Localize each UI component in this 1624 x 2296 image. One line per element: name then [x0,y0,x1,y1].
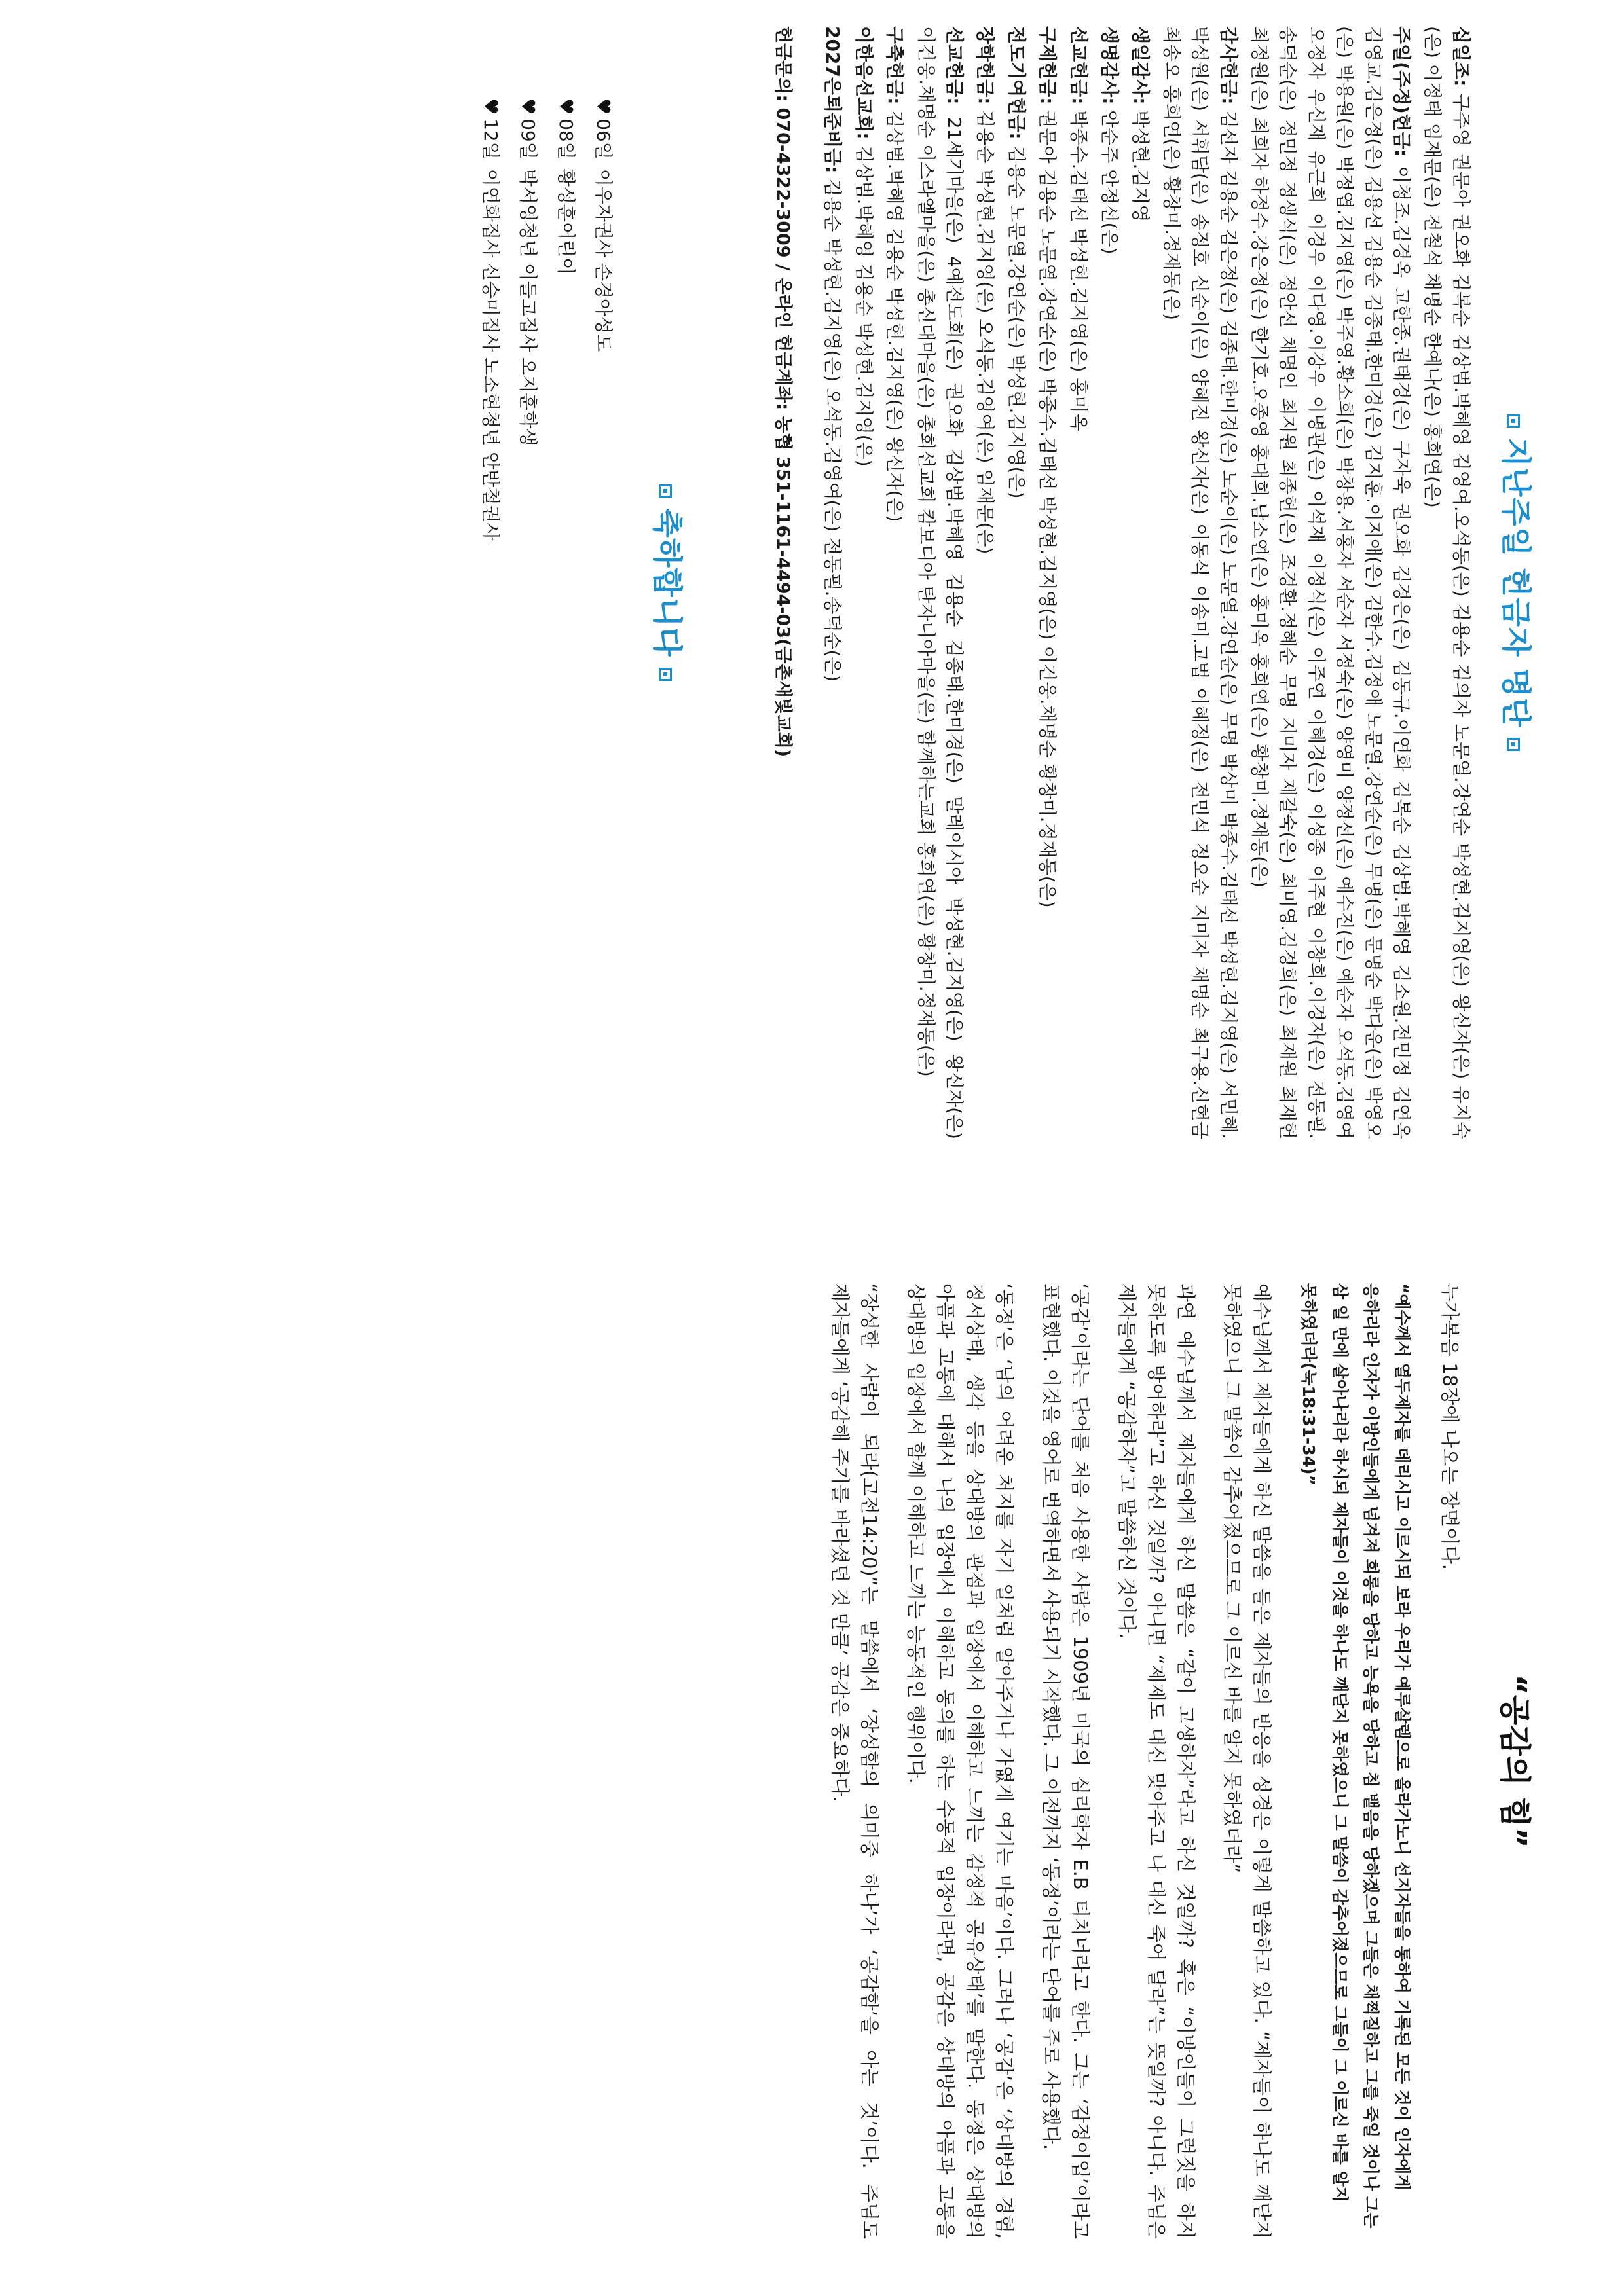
offering-line [1033,26,1061,1139]
offering-line [1096,26,1124,1139]
square-bullet-icon [1507,414,1521,428]
birthday-list [476,26,618,1139]
list-item: ♥12일이연화집사 신승미집사 노소현청년 안반철권사 [479,98,502,541]
offering-names: 김선자 김용순 김은정(은) 김종태.한미경(은) 노순이(은) 노문열.강연순(은) 무명 박상미 박종수.김태선 박성현.김지영(은) 서민혜.박성원(은) 서휘담(은) 송정호 신순이(은) 양혜진 왕신자(은) 이동식 이송미.고법 이혜정(은) 전민석 정오순 지미자 채명순 최구용.신현금 최송오 홍희연(은) 황창미.정재동(은) [1160,26,1240,1139]
offering-names: 박종수.김태선 박성현.김지영(은) 홍미옥 [1067,110,1090,431]
offering-names: 김상범.박혜영 김용순 박성현.김지영(은) 왕신자(은) [884,110,906,522]
sermon-paragraph: 과연 예수님께서 제자들에게 하신 말씀은 “같이 고생하자”라고 하신 것일까? 혹은 “이방인들이 그런짓을 하지 못하도록 방어하라”고 하신 것일까? 아니면 “제제도 대신 맞아주고 나 대신 죽어 달라”는 뜻일까? 아니다. 주님은 제자들에게 “공감하자”고 말씀하신 것이다. [1115,1283,1197,2239]
offering-names: 김용순 노문열.강연순(은) 박성현.김지영(은) [1005,145,1027,499]
offering-names: 박성현.김지영 [1130,110,1152,223]
offering-line [971,26,999,1139]
offering-category: 감사헌금: [1217,26,1240,105]
offering-names: 김상범.박혜영 김용순 박성현.김지영(은) [853,145,875,467]
offering-category: 생명감사: [1099,26,1121,105]
sermon-title: “공감의 힘” [1496,1674,1533,1848]
announcements-column [52,26,1539,1139]
offering-category: 전도기여헌금: [1005,26,1027,140]
offering-line [1126,26,1154,1139]
heart-icon: ♥ [517,98,540,115]
sermon-paragraph: ‘동정’은 ‘남의 어려운 처지를 자기 일처럼 알아주거나 가엾게 여기는 마음’이다. 그러나 ‘공감’은 ‘상대방의 경험, 정서상태, 생각 등을 상대방의 관점과 입장에서 이해하고 느끼는 감정적 공유상태’를 말한다. 동정은 상대방의 아픔과 고통에 대해서 나의 입장에서 이해하고 동의를 하는 수동적 입장이라면, 공감은 상대방의 아픔과 고통을 상대방의 입장에서 함께 이해하고 느끼는 능동적인 행위이다. [905,1283,1016,2239]
square-bullet-icon [1507,738,1521,751]
offering-line [850,26,878,1139]
offering-names: 21세기마을(은) 4예전도회(은) 권오화 김상범.박혜영 김용순 김종태.한미경(은) 말레이시아 박성현.김지영(은) 왕신자(은) 이건웅.채명순 이스라엘마을(은) 총신대마을(은) 총회선교회 캄보디아 탄자니아마을(은) 함께하는교회 홍희연(은) 황창미.정재동(은) [915,26,966,1139]
online-account: 온라인 헌금계좌: 농협 351-1161-4494-03(금촌새빛교회) [773,277,794,757]
offering-category: 생일감사: [1130,26,1152,105]
offerings-list [819,26,1475,1139]
square-bullet-icon [659,484,672,498]
heart-icon: ♥ [479,98,502,115]
offering-names: 김용순 박성현.김지영(은) 오석동.김영여(은) 임재문(은) [974,110,997,555]
sermon-paragraph: 누가복음 18장에 나오는 장면이다. [1438,1283,1461,1570]
offering-category: 이한음선교회: [853,26,875,140]
offering-line [1002,26,1030,1139]
list-item: ♥06일이우자권사 손경아성도 [592,98,614,352]
sermon-column [52,1283,1539,2239]
heart-icon: ♥ [555,98,577,115]
offering-inquiry: 헌금문의: 070-4322-3009 [773,26,794,258]
offering-line [1157,26,1242,1139]
offering-names: 안순주 안정선(은) [1099,110,1121,255]
offering-names: 이청조.김경옥 고한종.권태경(은) 구자욱 권오화 김경은(은) 김동규.이연화 김복순 김상범.박혜영 김소원.전민정 김연옥 김영교.김은정(은) 김용선 김용순 김종태.한미경(은) 김지훈.이지애(은) 김한수.김정애 노문열.강연순(은) 무명(은) 문명순 박다운(은) 박영오(은) 박용원(은) 박정엽.김지영(은) 박주영.황소희(은) 박창용.서홍자 서순자 서정숙(은) 양영미 양정선(은) 예수진(은) 예순자 오석동.김영여 오정자 우신재 유근희 이경우 이다영.이강우 이명관(은) 이석재 이정식(은) 이주연 이혜경(은) 이성종 이주현 이창희.이경자(은) 전동필.송덕순(은) 정민정 정생식(은) 정안선 채명인 최지원 최종헌(은) 조경환.정혜순 무명 지미자 제갈숙(은) 최미영.김경희(은) 최재원 최재헌 최정원(은) 최희자 하정수.강은정(은) 한기호.오종영 홍대희.남소연(은) 홍미옥 홍희연(은) 황창미.정재동(은) [1248,26,1412,1140]
offering-category: 2027은퇴준비금: [822,26,844,173]
square-bullet-icon [659,668,672,681]
offering-category: 선교헌금: [1067,26,1090,105]
offerings-heading: 지난주일 헌금자 명단 [1492,26,1539,1139]
offering-category: 주일(주정)헌금: [1390,26,1412,157]
offering-line [819,26,847,1139]
offering-account-info: 헌금문의: 070-4322-3009/온라인 헌금계좌: 농협 351-1161-4494-03(금촌새빛교회) [773,26,794,757]
offering-category: 구제헌금: [1037,26,1059,105]
offering-category: 선교헌금: [944,26,966,105]
offering-line [1246,26,1416,1139]
offering-category: 십일조: [1450,26,1472,87]
congrats-heading: 축하합니다 [644,26,690,1139]
list-item: ♥09일박서영청년 이들고집사 오지훈학생 [517,98,540,446]
offering-line [881,26,909,1139]
sermon-paragraph: 예수님께서 제자들에게 하신 말씀을 들은 제자들의 반응을 성경은 이렇게 말씀하고 있다. “제자들이 하나도 깨닫지 못하였으니 그 말씀이 감추어졌으므로 그 이르신 바를 알지 못하였더라” [1221,1283,1273,2239]
offering-names: 구주영 권문아 권오화 김복순 김상범.박혜영 김영여.오석동(은) 김용순 김의자 노문열.강연순 박성현.김지영(은) 왕신자(은) 유지숙(은) 이정태 임재문(은) 전철석 채명순 한예나(은) 홍희연(은) [1422,26,1472,1139]
sermon-paragraph: ‘공감’이라는 단어를 처음 사용한 사람은 1909년 미국의 심리학자 E.B 티치너라고 한다. 그는 ‘감정이입’이라고 표현했다. 이것을 영어로 번역하면서 사용되기 시작했다. 그 이전까지 ‘동정’이라는 단어를 주로 사용했다. [1040,1283,1092,2239]
offering-names: 권문아 김용순 노문열.강연순(은) 박종수.김태선 박성현.김지영(은) 이건웅.채명순 황창미.정재동(은) [1037,110,1059,908]
offering-category: 장학헌금: [974,26,997,105]
offering-line [912,26,969,1139]
offering-names: 김용순 박성현.김지영(은) 오석동.김영여(은) 전동필.송덕순(은) [822,179,844,682]
offering-line [1064,26,1092,1139]
list-item: ♥08일황성훈어린이 [555,98,577,276]
scripture-quote: “예수께서 열두제자를 데리시고 이르시되 보라 우리가 예루살렘으로 올라가노니 선지자들을 통하여 기록된 모든 것이 인자에게 응하리라 인자가 이방인들에게 넘겨져 희롱을 당하고 능욕을 당하고 침 뱉음을 당하겠으며 그들은 채찍질하고 그를 죽일 것이나 그는 삼 일 만에 살아나리라 하시되 제자들이 이것을 하나도 깨닫지 못하였으니 그 말씀이 감추어졌으므로 그들이 그 이르신 바를 알지 못하였더라(눅18:31-34)” [1299,1283,1412,2229]
heart-icon: ♥ [592,98,614,115]
offering-line [1418,26,1475,1139]
offering-category: 구축헌금: [884,26,906,105]
sermon-paragraph: “장성한 사람이 되라(고전14:20)”는 말씀에서 ‘장성함의 의미중 하나’가 ‘공감함’을 아는 것’이다. 주님도 제자들에게 ‘공감해 주기를 바라셨던 것 만큼’ 공감은 중요하다. [829,1283,881,2239]
